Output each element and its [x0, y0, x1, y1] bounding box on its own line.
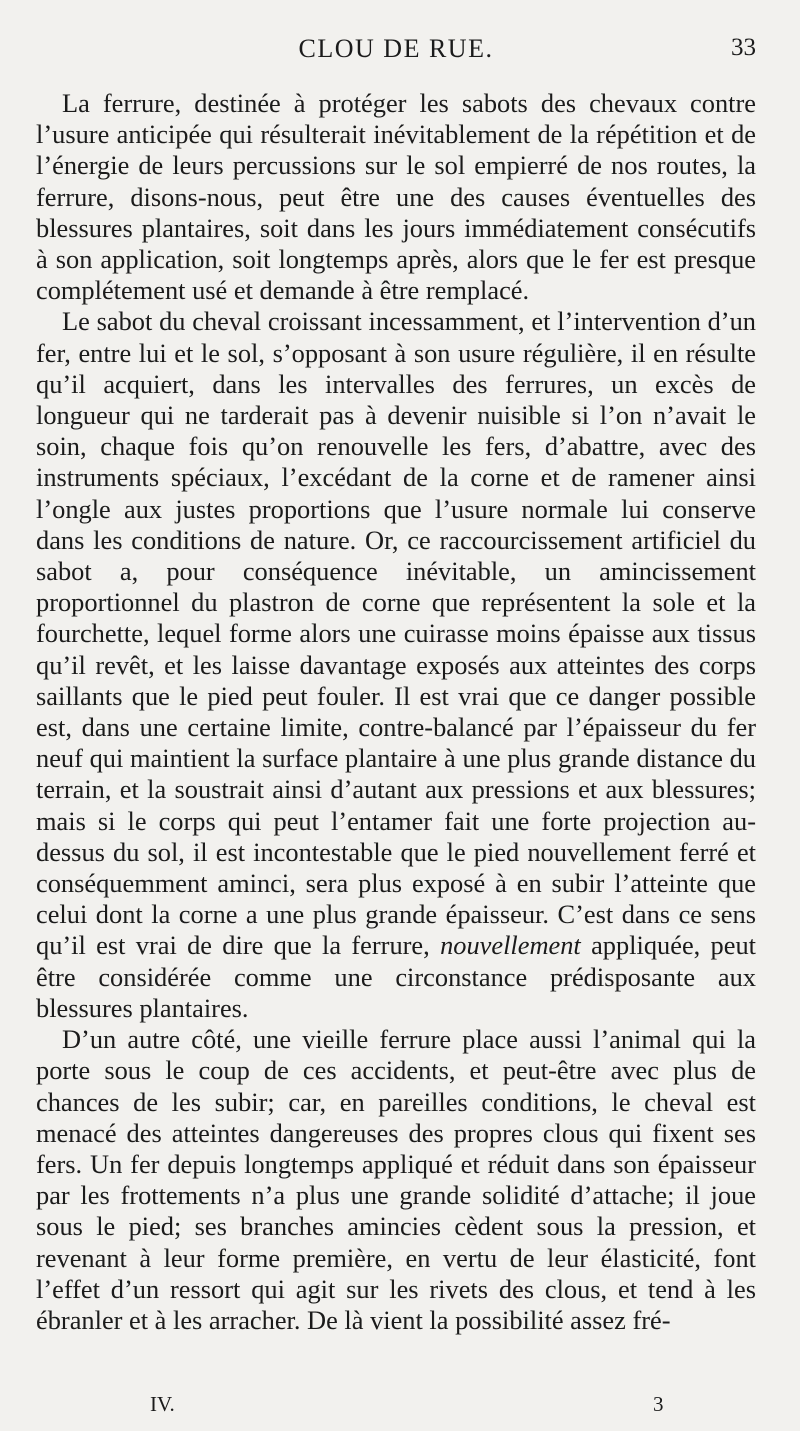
running-head	[36, 26, 756, 70]
page-number: 33	[731, 34, 756, 61]
page-title: CLOU DE RUE.	[298, 34, 494, 63]
paragraph-3: D’un autre côté, une vieille ferrure place aussi l’animal qui la porte sous le coup de ces accidents, et peut-être avec plus de chances de les subir; car, en pareilles conditions, le cheval est menacé des atteintes dangereuses des propres clous qui fixent ses fers. Un fer depuis longtemps appliqué et réduit dans son épaisseur par les frottements n’a plus une grande solidité d’attache; il joue sous le pied; ses branches amincies cèdent sous la pression, et revenant à leur forme première, en vertu de leur élasticité, font l’effet d’un ressort qui agit sur les rivets des clous, et tend à les ébranler et à les arracher. De là vient la possibilité assez fré-	[36, 1024, 756, 1335]
body-text	[36, 88, 756, 1336]
emphasized-word: nouvellement	[440, 930, 581, 961]
paragraph-1: La ferrure, destinée à protéger les sabots des chevaux contre l’usure anticipée qui résulterait inévitablement de la répétition et de l’énergie de leurs percussions sur le sol empierré de nos routes, la ferrure, disons-nous, peut être une des causes éventuelles des blessures plantaires, soit dans les jours immédiatement consécutifs à son application, soit longtemps après, alors que le fer est presque complétement usé et demande à être remplacé.	[36, 88, 756, 306]
page-footer	[0, 1392, 800, 1422]
paragraph-2-text-after: appliquée, peut être considérée comme une circonstance prédisposante aux blessures plantaires.	[36, 930, 756, 1023]
paragraph-2	[36, 306, 756, 1024]
signature-mark: IV.	[150, 1392, 175, 1416]
sheet-number: 3	[653, 1392, 664, 1416]
paragraph-2-text-before: Le sabot du cheval croissant incessamment, et l’intervention d’un fer, entre lui et le sol, s’opposant à son usure régulière, il en résulte qu’il acquiert, dans les intervalles des ferrures, un excès de longueur qui ne tarderait pas à devenir nuisible si l’on n’avait le soin, chaque fois qu’on renouvelle les fers, d’abattre, avec des instruments spéciaux, l’excédant de la corne et de ramener ainsi l’ongle aux justes proportions que l’usure normale lui conserve dans les conditions de nature. Or, ce raccourcissement artificiel du sabot a, pour conséquence inévitable, un amincissement proportionnel du plastron de corne que représentent la sole et la fourchette, lequel forme alors une cuirasse moins épaisse aux tissus qu’il revêt, et les laisse davantage exposés aux atteintes des corps saillants que le pied peut fouler. Il est vrai que ce danger possible est, dans une certaine limite, contre-balancé par l’épaisseur du fer neuf qui maintient la surface plantaire à une plus grande distance du terrain, et la soustrait ainsi d’autant aux pressions et aux blessures; mais si le corps qui peut l’entamer fait une forte projection au-dessus du sol, il est incontestable que le pied nouvellement ferré et conséquemment aminci, sera plus exposé à en subir l’atteinte que celui dont la corne a une plus grande épaisseur. C’est dans ce sens qu’il est vrai de dire que la ferrure,	[36, 306, 756, 961]
